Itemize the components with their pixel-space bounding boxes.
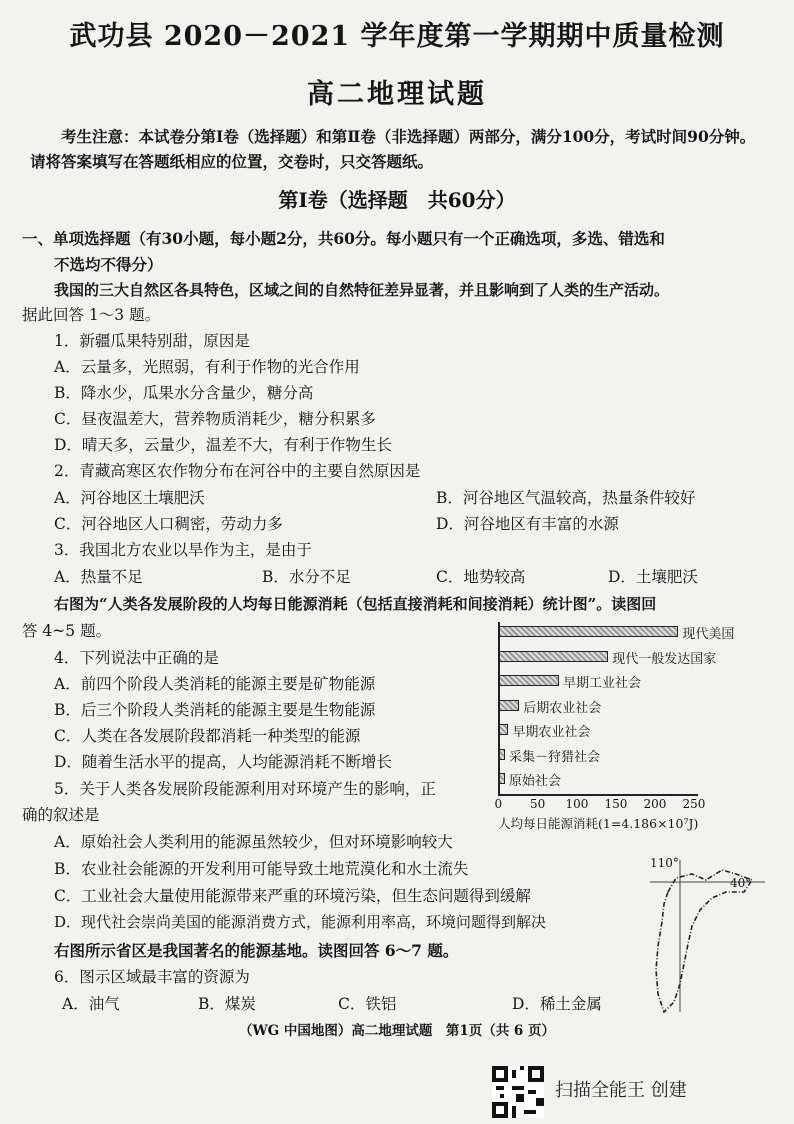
chart-intro-cont: 答 4~5 题。	[22, 622, 112, 640]
q3-option-d: D．土壤肥沃	[608, 568, 698, 586]
latitude-label: 40°	[730, 876, 752, 890]
page-footer: （WG 中国地图）高二地理试题 第1页（共 6 页）	[238, 1023, 556, 1039]
q4-option-c: C．人类在各发展阶段都消耗一种类型的能源	[54, 727, 361, 745]
exam-title: 武功县 2020－2021 学年度第一学期期中质量检测	[69, 21, 725, 52]
exam-subtitle: 高二地理试题	[307, 79, 487, 110]
q1-stem: 1．新疆瓜果特别甜，原因是	[54, 332, 250, 350]
x-axis-label: 人均每日能源消耗(1=4.186×10⁷J)	[498, 816, 699, 831]
bar-0	[499, 626, 678, 637]
x-tick-5: 250	[682, 797, 706, 811]
q5-stem: 5．关于人类各发展阶段能源利用对环境产生的影响，正	[54, 780, 436, 798]
bar-2	[499, 675, 559, 686]
bar-1	[499, 651, 608, 662]
map-intro: 右图所示省区是我国著名的能源基地。读图回答 6～7 题。	[54, 941, 459, 960]
q5-option-d: D．现代社会崇尚美国的能源消费方式，能源利用率高，环境问题得到解决	[54, 913, 547, 931]
q3-option-a: A．热量不足	[54, 568, 143, 586]
q3-option-c: C．地势较高	[436, 568, 526, 586]
province-map	[640, 852, 770, 1022]
section-instruction-cont: 不选均不得分）	[54, 255, 163, 274]
province-border	[656, 870, 752, 1012]
bar-label-2: 早期工业社会	[563, 676, 642, 691]
bar-4	[499, 724, 508, 735]
x-tick-1: 50	[530, 797, 546, 811]
q1-option-c: C．昼夜温差大，营养物质消耗少，糖分积累多	[54, 410, 376, 428]
q4-option-b: B．后三个阶段人类消耗的能源主要是生物能源	[54, 701, 376, 719]
exam-notice: 考生注意：本试卷分第Ⅰ卷（选择题）和第Ⅱ卷（非选择题）两部分，满分100分，考试时间90分钟。请将答案填写在答题纸相应的位置，交卷时，只交答题纸。	[30, 127, 756, 171]
q5-option-c: C．工业社会大量使用能源带来严重的环境污染，但生态问题得到缓解	[54, 887, 531, 905]
q2-option-d: D．河谷地区有丰富的水源	[436, 515, 619, 533]
section-instruction: 一、单项选择题（有30小题，每小题2分，共60分。每小题只有一个正确选项，多选、错选和	[22, 229, 665, 248]
qr-code	[492, 1066, 544, 1118]
q6-option-c: C．铁铝	[338, 995, 397, 1013]
bar-label-6: 原始社会	[509, 774, 562, 789]
scanner-watermark: 扫描全能王 创建	[555, 1080, 687, 1101]
q1-option-b: B．降水少，瓜果水分含量少，糖分高	[54, 384, 314, 402]
section-title: 第Ⅰ卷（选择题 共60分）	[278, 188, 516, 212]
intro-text: 我国的三大自然区各具特色，区域之间的自然特征差异显著，并且影响到了人类的生产活动。	[54, 281, 670, 299]
q3-option-b: B．水分不足	[262, 568, 351, 586]
q6-option-d: D．稀土金属	[512, 995, 602, 1013]
bar-label-1: 现代一般发达国家	[612, 651, 717, 667]
x-axis	[498, 794, 698, 796]
q6-option-b: B．煤炭	[198, 995, 256, 1013]
bar-6	[499, 773, 505, 784]
q2-option-a: A．河谷地区土壤肥沃	[54, 489, 205, 507]
q4-stem: 4．下列说法中正确的是	[54, 649, 219, 667]
q1-option-a: A．云量多，光照弱，有利于作物的光合作用	[54, 358, 360, 376]
chart-intro: 右图为“人类各发展阶段的人均每日能源消耗（包括直接消耗和间接消耗）统计图”。读图回	[54, 595, 657, 613]
energy-chart	[494, 622, 735, 831]
intro-text-cont: 据此回答 1～3 题。	[22, 306, 161, 324]
x-tick-3: 150	[604, 797, 628, 811]
q2-option-b: B．河谷地区气温较高，热量条件较好	[436, 489, 696, 507]
q6-stem: 6．图示区域最丰富的资源为	[54, 968, 250, 986]
bar-label-5: 采集－狩猎社会	[509, 749, 601, 765]
q1-option-d: D．晴天多，云量少，温差不大，有利于作物生长	[54, 436, 392, 454]
q3-stem: 3．我国北方农业以旱作为主，是由于	[54, 541, 312, 559]
bar-3	[499, 700, 519, 711]
x-tick-2: 100	[565, 797, 589, 811]
q5-option-b: B．农业社会能源的开发利用可能导致土地荒漠化和水土流失	[54, 860, 469, 878]
q2-stem: 2．青藏高寒区农作物分布在河谷中的主要自然原因是	[54, 462, 421, 480]
bar-label-4: 早期农业社会	[512, 725, 591, 740]
q2-option-c: C．河谷地区人口稠密，劳动力多	[54, 515, 283, 533]
q5-option-a: A．原始社会人类利用的能源虽然较少，但对环境影响较大	[54, 833, 453, 851]
bar-label-3: 后期农业社会	[523, 700, 602, 716]
q4-option-d: D．随着生活水平的提高，人均能源消耗不断增长	[54, 753, 392, 771]
longitude-label: 110°	[650, 856, 679, 870]
x-tick-0: 0	[494, 797, 503, 811]
q6-option-a: A．油气	[62, 995, 120, 1013]
bar-label-0: 现代美国	[682, 627, 735, 642]
x-tick-4: 200	[643, 797, 667, 811]
q5-stem-cont: 确的叙述是	[22, 806, 100, 824]
q4-option-a: A．前四个阶段人类消耗的能源主要是矿物能源	[54, 675, 376, 693]
bar-5	[499, 749, 505, 760]
